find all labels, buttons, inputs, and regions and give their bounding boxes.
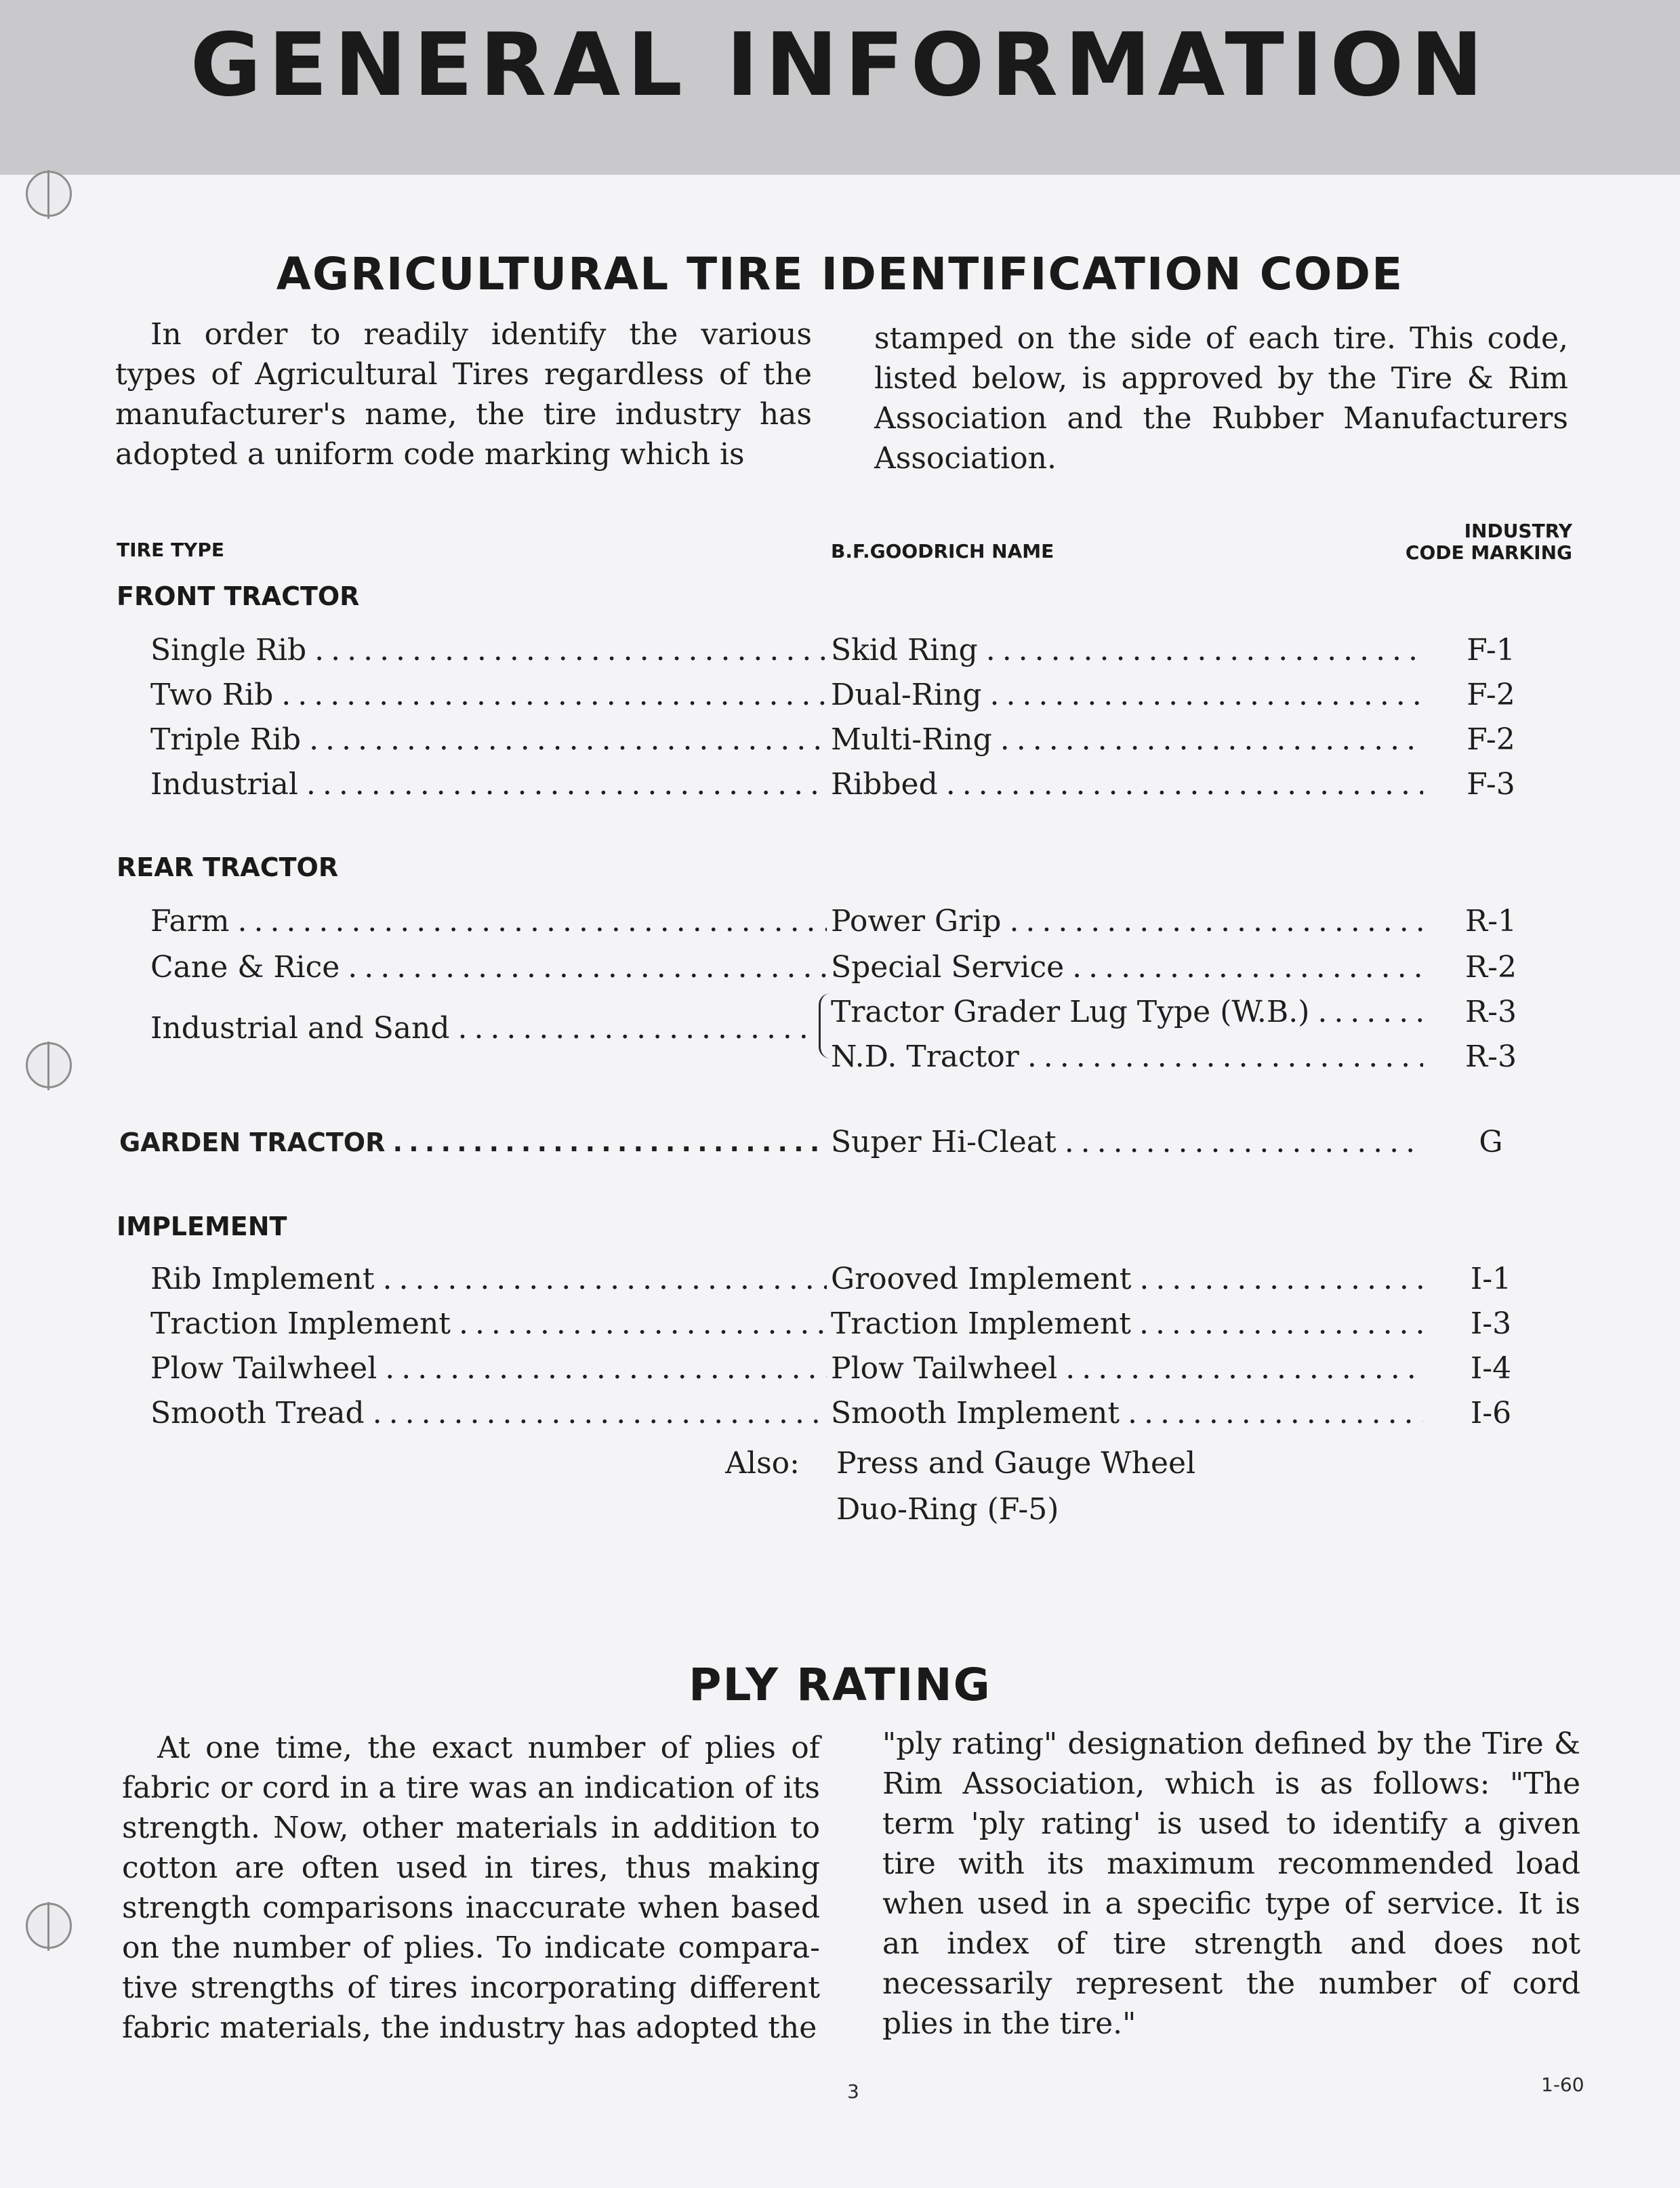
intro-left-paragraph: In order to readily identify the various types of Agricultural Tires regardless of the manufacturer's name, the tire industry has adopted a uniform code marking which is	[115, 317, 812, 472]
code-cell: F-1	[1467, 633, 1515, 667]
bfg-name-cell: Power Grip . . .	[831, 901, 1423, 942]
tire-type-cell: Triple Rib . . .	[150, 720, 827, 760]
table-row	[0, 630, 1680, 671]
code-cell: I-6	[1470, 1396, 1512, 1430]
tire-type-cell: Cane & Rice . . .	[150, 947, 827, 988]
code-cell: R-2	[1465, 950, 1517, 985]
tire-type-cell: Single Rib . . .	[150, 630, 827, 671]
ply-rating-left-paragraph: At one time, the exact number of plies of fabric or cord in a tire was an indication of its strength. Now, other materials in addition to cotton are often used in tires, thus making strength comparisons inaccurate when based on the number of plies. To indicate compara-tive strengths of tires incorporating different fabric materials, the industry has adopted the	[122, 1731, 820, 2045]
code-cell: I-1	[1470, 1262, 1512, 1296]
code-cell: F-3	[1467, 767, 1515, 802]
tire-type-cell: Industrial . . .	[150, 764, 827, 805]
code-cell: R-3	[1465, 1039, 1517, 1074]
table-row	[0, 992, 1680, 1033]
table-row	[0, 1037, 1680, 1077]
code-cell: F-2	[1467, 678, 1515, 712]
page-number: 3	[847, 2080, 859, 2103]
table-row	[0, 901, 1680, 942]
table-row	[0, 1393, 1680, 1434]
section-title-ply-rating: PLY RATING	[689, 1659, 991, 1711]
table-row	[0, 947, 1680, 988]
also-label: Also:	[725, 1446, 800, 1481]
tire-type-cell: Farm . . .	[150, 901, 827, 942]
bfg-name-cell: Tractor Grader Lug Type (W.B.) . . .	[831, 992, 1423, 1033]
table-row	[0, 1259, 1680, 1300]
code-cell: R-1	[1465, 904, 1517, 938]
section-title-tire-code: AGRICULTURAL TIRE IDENTIFICATION CODE	[276, 248, 1404, 300]
bfg-name-cell: Dual-Ring . . .	[831, 675, 1423, 716]
table-row	[0, 1304, 1680, 1344]
ply-rating-right-paragraph: "ply rating" designation defined by the Tire & Rim Association, which is as follows: "The term 'ply rating' is used to identify a given tire with its maximum recommended load when used in a specific type of service. It is an index of tire strength and does not necessarily represent the number of cord plies in the tire."	[882, 1727, 1580, 2041]
table-row	[0, 675, 1680, 716]
banner-title: GENERAL INFORMATION	[190, 15, 1490, 116]
tire-type-cell: Rib Implement . . .	[150, 1259, 827, 1300]
tire-type-cell: Plow Tailwheel . . .	[150, 1348, 827, 1389]
table-row	[0, 720, 1680, 760]
code-cell: I-3	[1470, 1306, 1512, 1341]
table-row	[0, 764, 1680, 805]
also-line-1: Press and Gauge Wheel	[836, 1446, 1196, 1481]
tire-type-cell: Smooth Tread . . .	[150, 1393, 827, 1434]
table-row-garden	[0, 1122, 1680, 1163]
group-front-tractor: FRONT TRACTOR	[117, 581, 360, 611]
bfg-name-cell: Grooved Implement . . .	[831, 1259, 1423, 1300]
bfg-name-cell: Special Service . . .	[831, 947, 1423, 988]
code-cell: I-4	[1470, 1351, 1512, 1386]
intro-right-paragraph: stamped on the side of each tire. This code, listed below, is approved by the Tire & Rim Association and the Rubber Manufacturers Association.	[874, 321, 1568, 476]
tire-type-cell: Traction Implement . . .	[150, 1304, 827, 1344]
header-banner	[0, 0, 1680, 175]
group-implement: IMPLEMENT	[117, 1212, 287, 1241]
tire-type-cell: Two Rib . . .	[150, 675, 827, 716]
column-header-bfg-name: B.F.GOODRICH NAME	[831, 540, 1054, 562]
document-code: 1-60	[1541, 2073, 1584, 2096]
table-row	[0, 1348, 1680, 1389]
bfg-name-cell: Plow Tailwheel . . .	[831, 1348, 1423, 1389]
group-garden-tractor: GARDEN TRACTOR . . .	[119, 1122, 827, 1163]
also-line-2: Duo-Ring (F-5)	[836, 1492, 1059, 1527]
column-header-tire-type: TIRE TYPE	[117, 539, 224, 561]
bfg-name-cell: Multi-Ring . . .	[831, 720, 1423, 760]
column-header-code-line2: CODE MARKING	[1405, 541, 1572, 564]
binder-hole-top	[26, 171, 72, 217]
binder-hole-bottom	[26, 1903, 72, 1949]
bfg-name-cell: N.D. Tractor . . .	[831, 1037, 1423, 1077]
bfg-name-cell: Ribbed . . .	[831, 764, 1423, 805]
bfg-name-cell: Super Hi-Cleat . . .	[831, 1122, 1423, 1163]
code-cell: G	[1479, 1125, 1503, 1159]
code-cell: R-3	[1465, 995, 1517, 1029]
bfg-name-cell: Smooth Implement . . .	[831, 1393, 1423, 1434]
bfg-name-cell: Skid Ring . . .	[831, 630, 1423, 671]
group-rear-tractor: REAR TRACTOR	[117, 852, 339, 882]
tire-type-cell: Industrial and Sand . . .	[150, 1008, 815, 1049]
bfg-name-cell: Traction Implement . . .	[831, 1304, 1423, 1344]
code-cell: F-2	[1467, 722, 1515, 757]
column-header-code-line1: INDUSTRY	[1464, 520, 1572, 542]
